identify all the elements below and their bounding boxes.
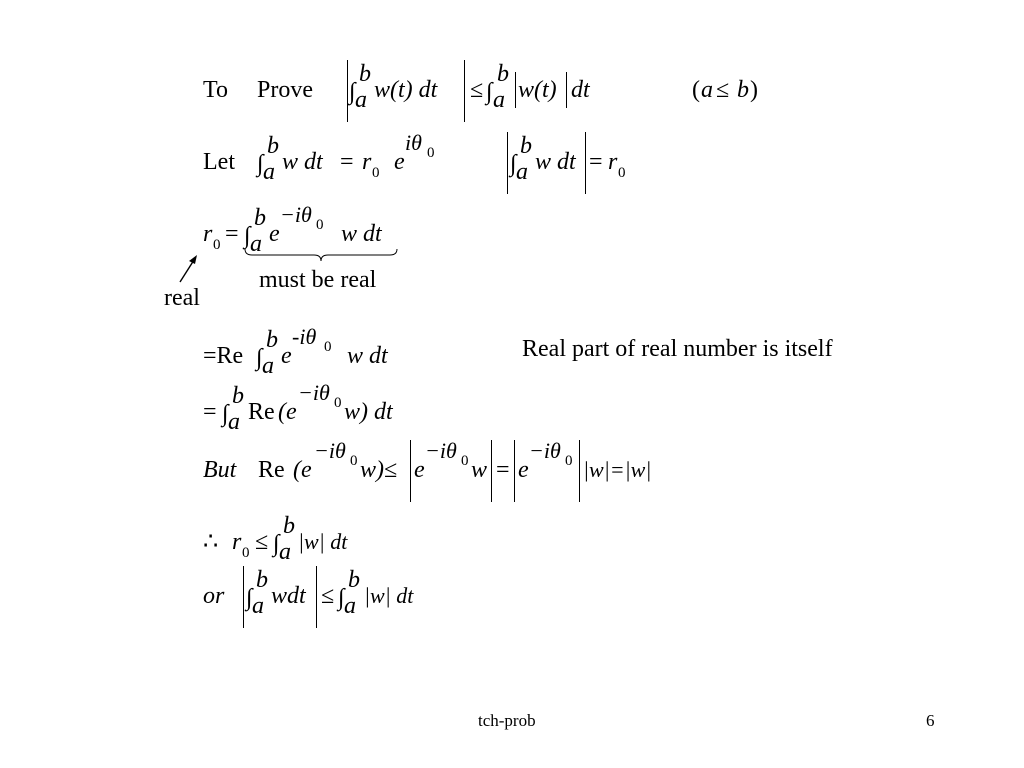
integrand: |w| dt <box>364 583 414 608</box>
integrand: w dt <box>282 149 323 175</box>
condition-close: ) <box>750 77 758 103</box>
abs-bar <box>585 132 586 194</box>
equals: = <box>589 149 603 175</box>
abs-bar <box>515 72 516 108</box>
subscript: 0 <box>316 217 324 233</box>
integrand: w(t) dt <box>374 77 438 103</box>
r-symbol: r <box>232 529 242 555</box>
lower-limit: a <box>250 231 262 257</box>
equals: = <box>340 149 354 175</box>
exponent: −iθ <box>529 438 561 463</box>
subscript: 0 <box>324 339 332 355</box>
subscript: 0 <box>565 453 573 469</box>
footer-title: tch-prob <box>478 711 536 730</box>
or-text: or <box>203 583 225 609</box>
equals: = <box>225 221 239 247</box>
upper-limit: b <box>497 61 509 87</box>
lower-limit: a <box>516 159 528 185</box>
upper-limit: b <box>283 513 295 539</box>
subscript: 0 <box>618 165 626 181</box>
integral-sign: ∫ <box>244 223 251 249</box>
leq-symbol: ≤ <box>255 529 269 555</box>
lower-limit: a <box>355 87 367 113</box>
integral-sign: ∫ <box>222 401 229 427</box>
leq-symbol: ≤ <box>470 77 484 103</box>
integral-sign: ∫ <box>273 531 280 557</box>
integral-sign: ∫ <box>257 151 264 177</box>
abs-bar <box>316 566 317 628</box>
integral-sign: ∫ <box>338 585 345 611</box>
abs-bar <box>566 72 567 108</box>
note-text: Real part of real number is itself <box>522 336 833 362</box>
upper-limit: b <box>359 61 371 87</box>
upper-limit: b <box>348 567 360 593</box>
underbrace <box>244 248 399 262</box>
upper-limit: b <box>266 327 278 353</box>
subscript: 0 <box>242 545 250 561</box>
integrand: w dt <box>535 149 576 175</box>
abs-bar <box>507 132 508 194</box>
re-text: Re <box>258 457 285 483</box>
lower-limit: a <box>493 87 505 113</box>
abs-bar <box>579 440 580 502</box>
subscript: 0 <box>427 145 435 161</box>
exponent: -iθ <box>292 324 317 349</box>
upper-limit: b <box>232 383 244 409</box>
integral-sign: ∫ <box>256 345 263 371</box>
condition-leq: ≤ <box>716 77 730 103</box>
lower-limit: a <box>252 593 264 619</box>
lower-limit: a <box>279 539 291 565</box>
equals: = <box>496 457 510 483</box>
subscript: 0 <box>334 395 342 411</box>
brace-label: must be real <box>259 267 377 293</box>
exponent: −iθ <box>298 380 330 405</box>
condition-b: b <box>737 77 749 103</box>
abs-bar-left-1 <box>347 60 348 122</box>
therefore-symbol: ∴ <box>203 529 219 555</box>
but-text: But <box>203 457 237 483</box>
lower-limit: a <box>344 593 356 619</box>
r-symbol: r <box>203 221 213 247</box>
condition-a: a <box>701 77 713 103</box>
e-symbol: e <box>269 221 280 247</box>
open-paren-e: (e <box>293 457 312 483</box>
to-text: To <box>203 77 228 103</box>
abs-w-equals: |w|=|w| <box>583 457 652 482</box>
abs-bar <box>410 440 411 502</box>
integrand: w dt <box>347 343 388 369</box>
re-lead: =Re <box>203 343 244 369</box>
exponent: iθ <box>405 130 422 155</box>
close-paren-dt: w) dt <box>344 399 393 425</box>
condition-open: ( <box>692 77 700 103</box>
integrand: wdt <box>271 583 306 609</box>
exponent: −iθ <box>280 202 312 227</box>
re-text: Re <box>248 399 275 425</box>
e-symbol: e <box>281 343 292 369</box>
let-text: Let <box>203 149 235 175</box>
r-symbol: r <box>608 149 618 175</box>
integral-sign: ∫ <box>349 79 356 105</box>
integrand: w dt <box>341 221 382 247</box>
integrand: |w| dt <box>298 529 348 554</box>
subscript: 0 <box>213 237 221 253</box>
integral-sign: ∫ <box>486 79 493 105</box>
abs-bar <box>491 440 492 502</box>
abs-bar <box>243 566 244 628</box>
upper-limit: b <box>254 205 266 231</box>
exponent: −iθ <box>425 438 457 463</box>
e-symbol: e <box>518 457 529 483</box>
subscript: 0 <box>350 453 358 469</box>
lower-limit: a <box>262 353 274 379</box>
prove-text: Prove <box>257 77 313 103</box>
leq-symbol: ≤ <box>321 583 335 609</box>
abs-bar-right-1 <box>464 60 465 122</box>
lower-limit: a <box>228 409 240 435</box>
upper-limit: b <box>267 133 279 159</box>
open-paren-e: (e <box>278 399 297 425</box>
equals: = <box>203 399 217 425</box>
abs-bar <box>514 440 515 502</box>
e-symbol: e <box>414 457 425 483</box>
e-symbol: e <box>394 149 405 175</box>
dt-text: dt <box>571 77 590 103</box>
w-symbol: w <box>471 457 488 483</box>
subscript: 0 <box>372 165 380 181</box>
integrand: w(t) <box>518 77 557 103</box>
integral-sign: ∫ <box>246 585 253 611</box>
page-number: 6 <box>926 711 935 730</box>
upper-limit: b <box>256 567 268 593</box>
w-leq: w)≤ <box>360 457 398 483</box>
exponent: −iθ <box>314 438 346 463</box>
subscript: 0 <box>461 453 469 469</box>
real-label: real <box>164 285 200 311</box>
arrow-icon <box>176 254 200 284</box>
integral-sign: ∫ <box>510 151 517 177</box>
lower-limit: a <box>263 159 275 185</box>
r-symbol: r <box>362 149 372 175</box>
upper-limit: b <box>520 133 532 159</box>
